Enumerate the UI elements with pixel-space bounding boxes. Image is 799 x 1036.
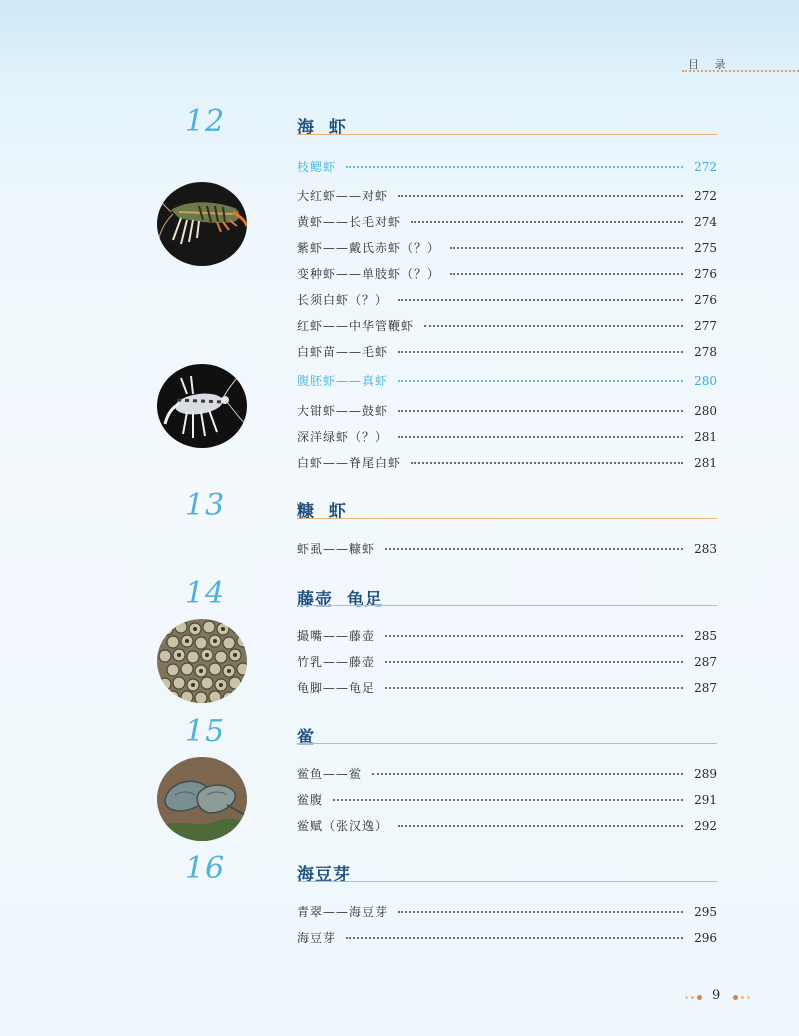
entry-title: 变种虾——单肢虾（？） — [297, 267, 441, 281]
toc-entry[interactable] — [297, 627, 717, 645]
entry-page: 287 — [694, 655, 717, 669]
dot-leader — [385, 687, 683, 689]
dot-leader — [398, 825, 683, 827]
entry-page: 276 — [694, 293, 717, 307]
entry-title: 鲎鱼——鲎 — [297, 767, 363, 781]
dot-leader — [398, 195, 683, 197]
header-divider — [682, 70, 799, 72]
dot-leader — [372, 773, 683, 775]
entry-page: 272 — [694, 160, 717, 174]
toc-entry[interactable] — [297, 540, 717, 558]
toc-entry[interactable] — [297, 343, 717, 361]
entry-title: 红虾——中华管鞭虾 — [297, 319, 415, 333]
entry-page: 272 — [694, 189, 717, 203]
dot-leader — [398, 436, 683, 438]
entry-page: 295 — [694, 905, 717, 919]
dot-leader — [398, 380, 683, 382]
entry-page: 278 — [694, 345, 717, 359]
toc-entry[interactable] — [297, 454, 717, 472]
chapter-divider — [297, 743, 717, 744]
chapter-divider — [297, 518, 717, 519]
entry-page: 281 — [694, 430, 717, 444]
dot-leader — [450, 247, 683, 249]
entry-page: 274 — [694, 215, 717, 229]
entry-page: 281 — [694, 456, 717, 470]
toc-entry[interactable] — [297, 372, 717, 390]
toc-entry[interactable] — [297, 265, 717, 283]
horseshoe-crab-photo — [157, 757, 247, 841]
toc-entry[interactable] — [297, 929, 717, 947]
toc-entry[interactable] — [297, 402, 717, 420]
entry-page: 283 — [694, 542, 717, 556]
dot-leader — [333, 799, 683, 801]
prawn-photo — [157, 182, 247, 266]
entry-title: 鲎腹 — [297, 793, 324, 807]
entry-page: 280 — [694, 374, 717, 388]
toc-entry[interactable] — [297, 679, 717, 697]
chapter-divider — [297, 605, 717, 606]
chapter-number: 13 — [185, 488, 226, 523]
entry-title: 黄虾——长毛对虾 — [297, 215, 402, 229]
section-label: 目 录 — [688, 58, 732, 71]
chapter-title[interactable]: 糠 虾 — [297, 502, 347, 522]
chapter-number: 12 — [185, 104, 226, 139]
entry-title: 竹乳——藤壶 — [297, 655, 376, 669]
toc-entry[interactable] — [297, 213, 717, 231]
dot-leader — [385, 548, 683, 550]
toc-entry[interactable] — [297, 903, 717, 921]
barnacle-photo — [157, 619, 247, 703]
entry-title: 白虾苗——毛虾 — [297, 345, 389, 359]
dot-leader — [398, 911, 683, 913]
entry-page: 291 — [694, 793, 717, 807]
entry-title: 龟脚——龟足 — [297, 681, 376, 695]
entry-title: 虾虱——糠虾 — [297, 542, 376, 556]
toc-entry[interactable] — [297, 653, 717, 671]
chapter-number: 16 — [185, 851, 226, 886]
dot-leader — [398, 410, 683, 412]
entry-title: 大钳虾——鼓虾 — [297, 404, 389, 418]
entry-page: 275 — [694, 241, 717, 255]
entry-page: 292 — [694, 819, 717, 833]
page-number-ornament-right — [733, 995, 750, 1000]
toc-entry[interactable] — [297, 158, 717, 176]
dot-leader — [346, 166, 683, 168]
entry-page: 280 — [694, 404, 717, 418]
chapter-title[interactable]: 海 虾 — [297, 118, 347, 138]
shrimp-photo — [157, 364, 247, 448]
toc-entry[interactable] — [297, 187, 717, 205]
chapter-number: 14 — [185, 576, 226, 611]
toc-entry[interactable] — [297, 428, 717, 446]
entry-title: 鲎赋（张汉逸） — [297, 819, 389, 833]
dot-leader — [450, 273, 683, 275]
toc-entry[interactable] — [297, 817, 717, 835]
dot-leader — [346, 937, 683, 939]
chapter-title[interactable]: 海豆芽 — [297, 865, 351, 885]
chapter-title[interactable]: 藤壶 龟足 — [297, 590, 383, 610]
entry-title: 紫虾——戴氏赤虾（？） — [297, 241, 441, 255]
entry-title: 长须白虾（？） — [297, 293, 389, 307]
chapter-divider — [297, 134, 717, 135]
dot-leader — [385, 635, 683, 637]
entry-page: 285 — [694, 629, 717, 643]
dot-leader — [398, 299, 683, 301]
entry-title: 撮嘴——藤壶 — [297, 629, 376, 643]
chapter-title[interactable]: 鲎 — [297, 728, 315, 748]
dot-leader — [411, 221, 683, 223]
toc-entry[interactable] — [297, 317, 717, 335]
toc-entry[interactable] — [297, 291, 717, 309]
entry-title: 大红虾——对虾 — [297, 189, 389, 203]
entry-title: 腹胚虾——真虾 — [297, 374, 389, 388]
toc-entry[interactable] — [297, 765, 717, 783]
entry-page: 296 — [694, 931, 717, 945]
page-number: 9 — [712, 988, 721, 1003]
chapter-number: 15 — [185, 714, 226, 749]
entry-title: 深洋绿虾（？） — [297, 430, 389, 444]
chapter-divider — [297, 881, 717, 882]
dot-leader — [385, 661, 683, 663]
entry-page: 289 — [694, 767, 717, 781]
entry-title: 白虾——脊尾白虾 — [297, 456, 402, 470]
entry-page: 287 — [694, 681, 717, 695]
entry-page: 276 — [694, 267, 717, 281]
entry-title: 青翠——海豆芽 — [297, 905, 389, 919]
entry-title: 枝鳃虾 — [297, 160, 337, 174]
toc-entry[interactable] — [297, 239, 717, 257]
dot-leader — [424, 325, 683, 327]
page-number-ornament-left — [685, 995, 702, 1000]
entry-title: 海豆芽 — [297, 931, 337, 945]
toc-entry[interactable] — [297, 791, 717, 809]
dot-leader — [411, 462, 683, 464]
dot-leader — [398, 351, 683, 353]
entry-page: 277 — [694, 319, 717, 333]
